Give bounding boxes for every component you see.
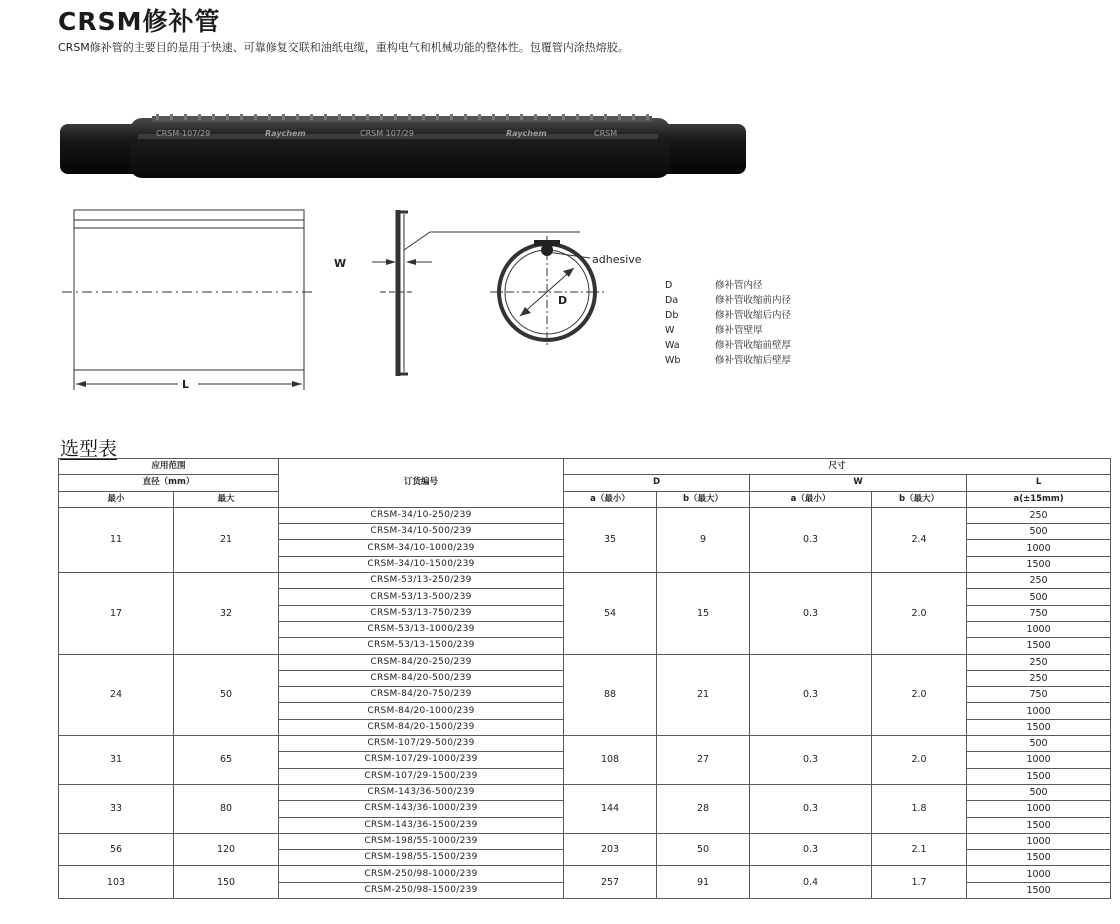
page-title: CRSM修补管 [58, 7, 221, 36]
cell-min: 11 [59, 507, 174, 572]
cell-min: 103 [59, 866, 174, 899]
cell-L: 1500 [967, 719, 1111, 735]
cell-code: CRSM-107/29-500/239 [279, 736, 564, 752]
adhesive-label: adhesive [592, 253, 642, 266]
header-range: 应用范围 [59, 459, 279, 475]
legend [665, 279, 792, 366]
cell-W-b: 2.1 [872, 833, 967, 866]
cell-code: CRSM-250/98-1500/239 [279, 882, 564, 898]
cell-L: 750 [967, 687, 1111, 703]
cell-W-b: 2.0 [872, 654, 967, 735]
cell-code: CRSM-53/13-500/239 [279, 589, 564, 605]
cell-W-a: 0.3 [750, 833, 872, 866]
cell-code: CRSM-34/10-1000/239 [279, 540, 564, 556]
cell-W-a: 0.3 [750, 507, 872, 572]
cell-L: 1500 [967, 850, 1111, 866]
intro-paragraph: CRSM修补管的主要目的是用于快速、可靠修复交联和油纸电缆，重构电气和机械功能的整体性。包覆管内涂热熔胶。 [58, 41, 629, 54]
cell-D-b: 27 [657, 736, 750, 785]
cell-max: 80 [174, 784, 279, 833]
cell-min: 17 [59, 573, 174, 654]
table-row [59, 507, 1111, 523]
header-L-sub: a(±15mm) [967, 491, 1111, 507]
header-D-b: b（最大） [657, 491, 750, 507]
legend-sym: Wa [665, 340, 680, 351]
cell-code: CRSM-107/29-1000/239 [279, 752, 564, 768]
cell-max: 120 [174, 833, 279, 866]
table-row [59, 833, 1111, 849]
legend-desc: 修补管收缩后壁厚 [715, 355, 792, 366]
cell-code: CRSM-143/36-500/239 [279, 784, 564, 800]
wall-section [372, 210, 580, 376]
cell-D-b: 21 [657, 654, 750, 735]
cell-L: 1500 [967, 768, 1111, 784]
cell-code: CRSM-198/55-1000/239 [279, 833, 564, 849]
legend-sym: Da [665, 295, 679, 306]
cell-D-a: 35 [564, 507, 657, 572]
cell-L: 500 [967, 524, 1111, 540]
cell-L: 1000 [967, 866, 1111, 882]
cell-D-a: 144 [564, 784, 657, 833]
legend-sym: Wb [665, 355, 681, 366]
header-D: D [564, 475, 750, 491]
cell-min: 31 [59, 736, 174, 785]
cell-code: CRSM-34/10-250/239 [279, 507, 564, 523]
cell-L: 1000 [967, 621, 1111, 637]
cell-L: 250 [967, 670, 1111, 686]
cell-W-a: 0.4 [750, 866, 872, 899]
cell-D-a: 203 [564, 833, 657, 866]
cell-code: CRSM-53/13-750/239 [279, 605, 564, 621]
print-1: CRSM-107/29 [156, 129, 211, 138]
legend-desc: 修补管收缩前壁厚 [715, 340, 792, 351]
legend-sym: D [665, 280, 673, 291]
cell-max: 65 [174, 736, 279, 785]
print-5: CRSM [594, 129, 618, 138]
table-row [59, 736, 1111, 752]
header-W-b: b（最大） [872, 491, 967, 507]
table-body [59, 507, 1111, 898]
header-L: L [967, 475, 1111, 491]
repair-sleeve-image [60, 112, 760, 184]
cell-code: CRSM-53/13-1000/239 [279, 621, 564, 637]
cell-L: 1000 [967, 833, 1111, 849]
header-size: 尺寸 [564, 459, 1111, 475]
wall-label: W [334, 257, 347, 270]
cell-D-b: 28 [657, 784, 750, 833]
cell-code: CRSM-84/20-1500/239 [279, 719, 564, 735]
cell-code: CRSM-143/36-1000/239 [279, 801, 564, 817]
selection-table [58, 458, 1111, 899]
cell-W-a: 0.3 [750, 573, 872, 654]
header-W-a: a（最小） [750, 491, 872, 507]
cell-W-b: 1.8 [872, 784, 967, 833]
table-row [59, 573, 1111, 589]
length-label: L [182, 378, 190, 391]
cell-code: CRSM-84/20-750/239 [279, 687, 564, 703]
cell-code: CRSM-34/10-1500/239 [279, 556, 564, 572]
cell-L: 1000 [967, 703, 1111, 719]
legend-desc: 修补管壁厚 [715, 325, 763, 336]
header-order-code: 订货编号 [279, 459, 564, 508]
legend-desc: 修补管收缩前内径 [715, 295, 792, 306]
cell-code: CRSM-53/13-250/239 [279, 573, 564, 589]
cell-min: 33 [59, 784, 174, 833]
cell-W-b: 2.0 [872, 736, 967, 785]
cell-L: 500 [967, 589, 1111, 605]
cell-code: CRSM-250/98-1000/239 [279, 866, 564, 882]
legend-sym: Db [665, 310, 679, 321]
cell-L: 1000 [967, 801, 1111, 817]
cell-max: 21 [174, 507, 279, 572]
cell-L: 250 [967, 507, 1111, 523]
cell-D-a: 257 [564, 866, 657, 899]
legend-desc: 修补管内径 [715, 280, 763, 291]
cell-D-a: 108 [564, 736, 657, 785]
cell-code: CRSM-198/55-1500/239 [279, 850, 564, 866]
cell-L: 750 [967, 605, 1111, 621]
cell-W-b: 2.0 [872, 573, 967, 654]
dimension-diagram [60, 200, 880, 400]
cell-max: 50 [174, 654, 279, 735]
diameter-label: D [558, 294, 568, 307]
header-D-a: a（最小） [564, 491, 657, 507]
cell-L: 250 [967, 654, 1111, 670]
cell-code: CRSM-84/20-250/239 [279, 654, 564, 670]
header-min: 最小 [59, 491, 174, 507]
print-4: Raychem [506, 129, 547, 138]
header-diameter: 直径（mm） [59, 475, 279, 491]
cell-min: 24 [59, 654, 174, 735]
cell-W-a: 0.3 [750, 654, 872, 735]
header-W: W [750, 475, 967, 491]
cell-L: 250 [967, 573, 1111, 589]
cell-code: CRSM-107/29-1500/239 [279, 768, 564, 784]
cell-max: 32 [174, 573, 279, 654]
cell-L: 1000 [967, 752, 1111, 768]
legend-sym: W [665, 325, 675, 336]
cell-code: CRSM-84/20-500/239 [279, 670, 564, 686]
cell-D-b: 15 [657, 573, 750, 654]
cell-L: 1500 [967, 556, 1111, 572]
cell-D-a: 54 [564, 573, 657, 654]
cell-W-b: 2.4 [872, 507, 967, 572]
print-2: Raychem [265, 129, 306, 138]
cell-D-b: 50 [657, 833, 750, 866]
zipper-teeth [152, 114, 652, 122]
legend-desc: 修补管收缩后内径 [715, 310, 792, 321]
cell-D-a: 88 [564, 654, 657, 735]
cell-code: CRSM-84/20-1000/239 [279, 703, 564, 719]
cell-min: 56 [59, 833, 174, 866]
cell-W-b: 1.7 [872, 866, 967, 899]
side-view [62, 210, 316, 390]
cell-L: 1500 [967, 817, 1111, 833]
cell-D-b: 9 [657, 507, 750, 572]
cell-W-a: 0.3 [750, 736, 872, 785]
cell-L: 1500 [967, 882, 1111, 898]
cell-code: CRSM-143/36-1500/239 [279, 817, 564, 833]
cell-max: 150 [174, 866, 279, 899]
header-max: 最大 [174, 491, 279, 507]
cell-code: CRSM-53/13-1500/239 [279, 638, 564, 654]
table-row [59, 784, 1111, 800]
cell-W-a: 0.3 [750, 784, 872, 833]
selection-table-title: 选型表 [60, 438, 118, 460]
table-row [59, 654, 1111, 670]
table-row [59, 866, 1111, 882]
cell-L: 500 [967, 784, 1111, 800]
cell-D-b: 91 [657, 866, 750, 899]
cell-L: 1000 [967, 540, 1111, 556]
cell-L: 1500 [967, 638, 1111, 654]
sleeve-body [130, 118, 670, 178]
cell-L: 500 [967, 736, 1111, 752]
print-3: CRSM 107/29 [360, 129, 414, 138]
cell-code: CRSM-34/10-500/239 [279, 524, 564, 540]
